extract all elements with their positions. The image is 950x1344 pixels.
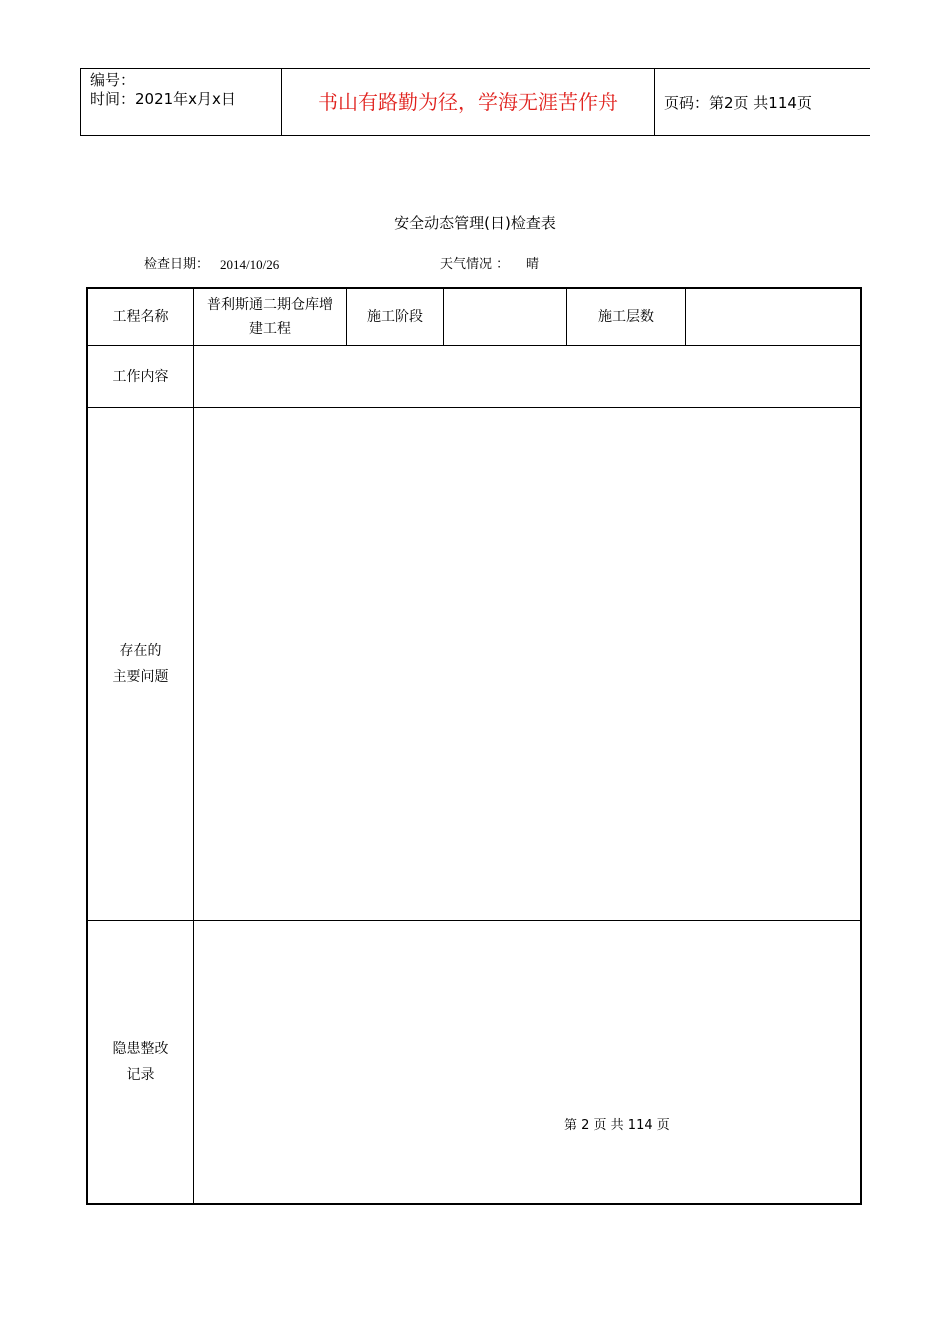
construction-stage-value-cell[interactable] xyxy=(444,289,566,345)
project-name-label: 工程名称 xyxy=(112,309,169,325)
header-bottom-border xyxy=(80,135,870,136)
project-name-label-cell xyxy=(88,289,193,345)
page-code: 页码：第2页 共114页 xyxy=(664,94,812,112)
rectification-value-cell[interactable] xyxy=(194,921,861,1203)
header-top-border xyxy=(80,68,870,69)
weather-label: 天气情况 ： xyxy=(440,257,510,272)
main-issues-label-line2: 主要问题 xyxy=(112,669,169,685)
main-issues-label-cell xyxy=(88,408,193,920)
floor-count-value-cell[interactable] xyxy=(686,289,861,345)
page-footer: 第 2 页 共 114 页 xyxy=(564,1118,670,1133)
work-content-value-cell[interactable] xyxy=(194,346,861,407)
construction-stage-label-cell xyxy=(347,289,443,345)
rectification-label-cell xyxy=(88,921,193,1203)
number-label: 编号： xyxy=(90,71,136,89)
rectification-label-line2: 记录 xyxy=(126,1067,155,1083)
time-label: 时间：2021年x月x日 xyxy=(90,90,236,108)
floor-count-label-cell xyxy=(567,289,685,345)
rectification-label-line1: 隐患整改 xyxy=(112,1041,169,1057)
main-issues-value-cell[interactable] xyxy=(194,408,861,920)
weather-value: 晴 xyxy=(526,257,540,272)
floor-count-label: 施工层数 xyxy=(598,309,654,325)
header-left-border xyxy=(80,68,81,135)
motto-text: 书山有路勤为径，学海无涯苦作舟 xyxy=(318,90,618,114)
header-divider-2 xyxy=(654,68,655,135)
work-content-label-cell xyxy=(88,346,193,407)
document-title: 安全动态管理(日)检查表 xyxy=(394,214,556,232)
project-name-value-cell xyxy=(194,289,346,345)
check-date-value: 2014/10/26 xyxy=(220,257,280,272)
project-name-line1: 普利斯通二期仓库增 xyxy=(207,297,333,313)
project-name-line2: 建工程 xyxy=(249,321,291,337)
construction-stage-label: 施工阶段 xyxy=(367,309,423,325)
main-issues-label-line1: 存在的 xyxy=(119,643,162,659)
check-date-label: 检查日期： xyxy=(144,257,210,272)
work-content-label: 工作内容 xyxy=(112,368,169,385)
